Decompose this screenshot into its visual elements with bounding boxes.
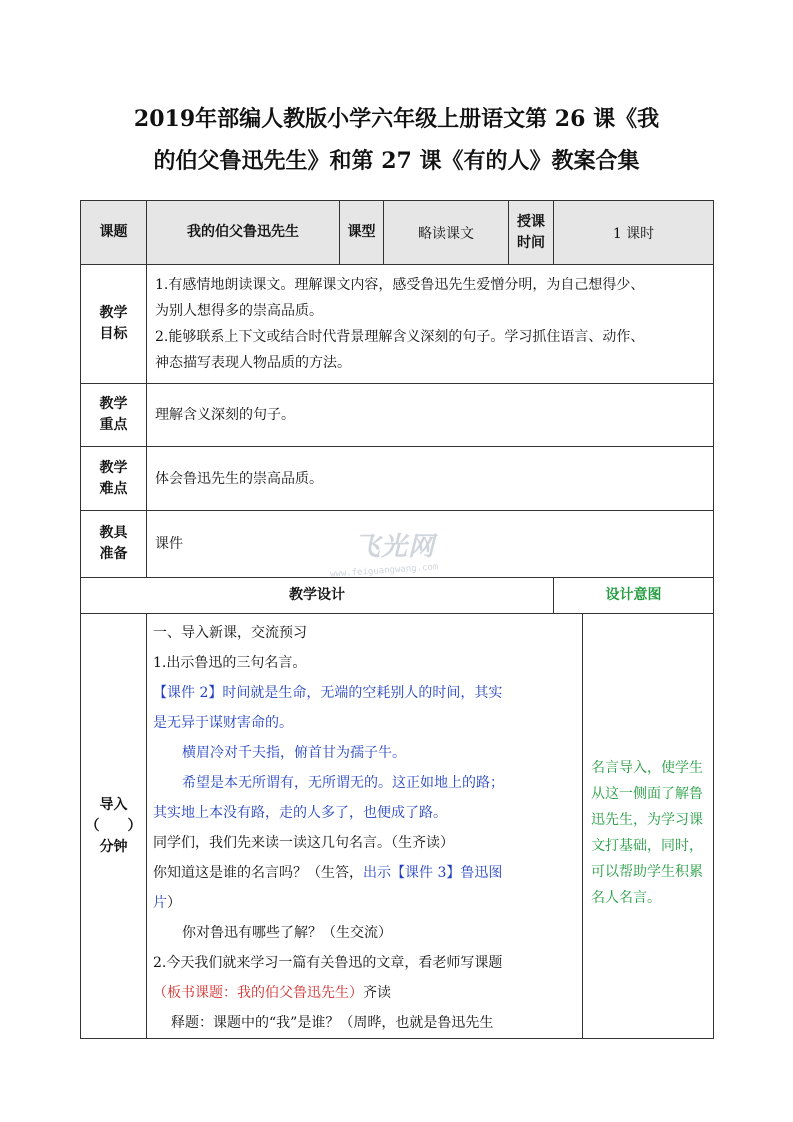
design-line: 你对鲁迅有哪些了解？（生交流） [182, 925, 392, 941]
watermark-url: www.feiguangwang.com [329, 562, 439, 580]
goal-line: 1.有感情地朗读课文。理解课文内容，感受鲁迅先生爱憎分明，为自己想得少、 [155, 277, 645, 293]
goal-line: 2.能够联系上下文或结合时代背景理解含义深刻的句子。学习抓住语言、动作、 [155, 329, 645, 345]
courseware-ref-end: 片 [153, 895, 167, 911]
document-title [80, 98, 713, 182]
design-line [153, 978, 578, 1008]
design-line: 是无异于谋财害命的。 [153, 715, 293, 731]
header-row [81, 201, 714, 265]
quote-text: 时间就是生命，无端的空耗别人的时间，其实 [222, 685, 503, 701]
lesson-plan-table [80, 200, 714, 1039]
watermark-logo: 飞光网 [354, 532, 436, 562]
tools-text: 课件 [147, 511, 714, 578]
design-header-left: 教学设计 [81, 578, 554, 614]
difficulty-label-line-2: 难点 [99, 480, 128, 497]
design-line: 释题：课题中的“我”是谁？（周晔，也就是鲁迅先生 [171, 1015, 494, 1031]
intro-label-line-2: （ ） [85, 817, 142, 834]
focus-text: 理解含义深刻的句子。 [147, 384, 714, 447]
intro-label-line-3: 分钟 [99, 838, 128, 855]
difficulty-label-line-1: 教学 [99, 459, 128, 476]
design-line: 1.出示鲁迅的三句名言。 [153, 655, 307, 671]
difficulty-row [81, 447, 714, 511]
intro-section-row [81, 614, 714, 1039]
board-title: （板书课题：我的伯父鲁迅先生） [153, 985, 363, 1001]
design-line: 2.今天我们就来学习一篇有关鲁迅的文章，看老师写课题 [153, 955, 503, 971]
time-label-line-2: 时间 [517, 234, 545, 251]
intro-label-line-1: 导入 [99, 796, 128, 813]
time-label-line-1: 授课 [517, 213, 545, 230]
focus-label [81, 384, 147, 447]
paren-close: ） [167, 895, 181, 911]
intro-label [81, 614, 147, 1039]
topic-label: 课题 [81, 201, 147, 265]
tools-row [81, 511, 714, 578]
focus-label-line-2: 重点 [99, 417, 128, 433]
design-line: 其实地上本没有路，走的人多了，也便成了路。 [153, 805, 447, 821]
tools-label [81, 511, 147, 578]
difficulty-text: 体会鲁迅先生的崇高品质。 [147, 447, 714, 511]
focus-label-line-1: 教学 [99, 396, 128, 412]
title-line-2: 的伯父鲁迅先生》和第 27 课《有的人》教案合集 [153, 148, 640, 174]
courseware-ref: 出示【课件 3】鲁迅图 [363, 865, 503, 881]
courseware-tag: 【课件 2】 [153, 685, 223, 701]
tools-label-line-1: 教具 [99, 525, 128, 541]
design-header-right: 设计意图 [554, 578, 714, 614]
difficulty-label [81, 447, 147, 511]
goals-text [147, 265, 714, 384]
goals-label [81, 265, 147, 384]
title-line-1: 2019年部编人教版小学六年级上册语文第 26 课《我 [133, 106, 660, 132]
type-label: 课型 [340, 201, 384, 265]
design-content [147, 614, 583, 1039]
design-intent [583, 614, 714, 1039]
read-aloud: 齐读 [363, 985, 391, 1001]
focus-row [81, 384, 714, 447]
design-line [153, 858, 578, 888]
goal-line: 神态描写表现人物品质的方法。 [155, 355, 351, 371]
tools-label-line-2: 准备 [99, 546, 128, 562]
goals-label-line-2: 目标 [99, 326, 128, 342]
design-line [153, 888, 578, 918]
design-line: 希望是本无所谓有，无所谓无的。这正如地上的路； [182, 775, 504, 791]
design-header-row [81, 578, 714, 614]
design-line: 同学们，我们先来读一读这几句名言。（生齐读） [153, 835, 454, 851]
design-line: 横眉冷对千夫指，俯首甘为孺子牛。 [182, 745, 406, 761]
question-text: 你知道这是谁的名言吗？（生答， [153, 865, 363, 881]
type-value: 略读课文 [384, 201, 509, 265]
goals-label-line-1: 教学 [99, 305, 128, 321]
time-label [509, 201, 554, 265]
goal-line: 为别人想得多的崇高品质。 [155, 303, 323, 319]
design-line [153, 678, 578, 708]
design-line: 一、导入新课，交流预习 [153, 625, 307, 641]
goals-row [81, 265, 714, 384]
design-intent-text: 名言导入，使学生从这一侧面了解鲁迅先生，为学习课文打基础，同时，可以帮助学生积累名人名言。 [591, 760, 703, 906]
topic-value: 我的伯父鲁迅先生 [147, 201, 340, 265]
time-value: 1 课时 [554, 201, 714, 265]
